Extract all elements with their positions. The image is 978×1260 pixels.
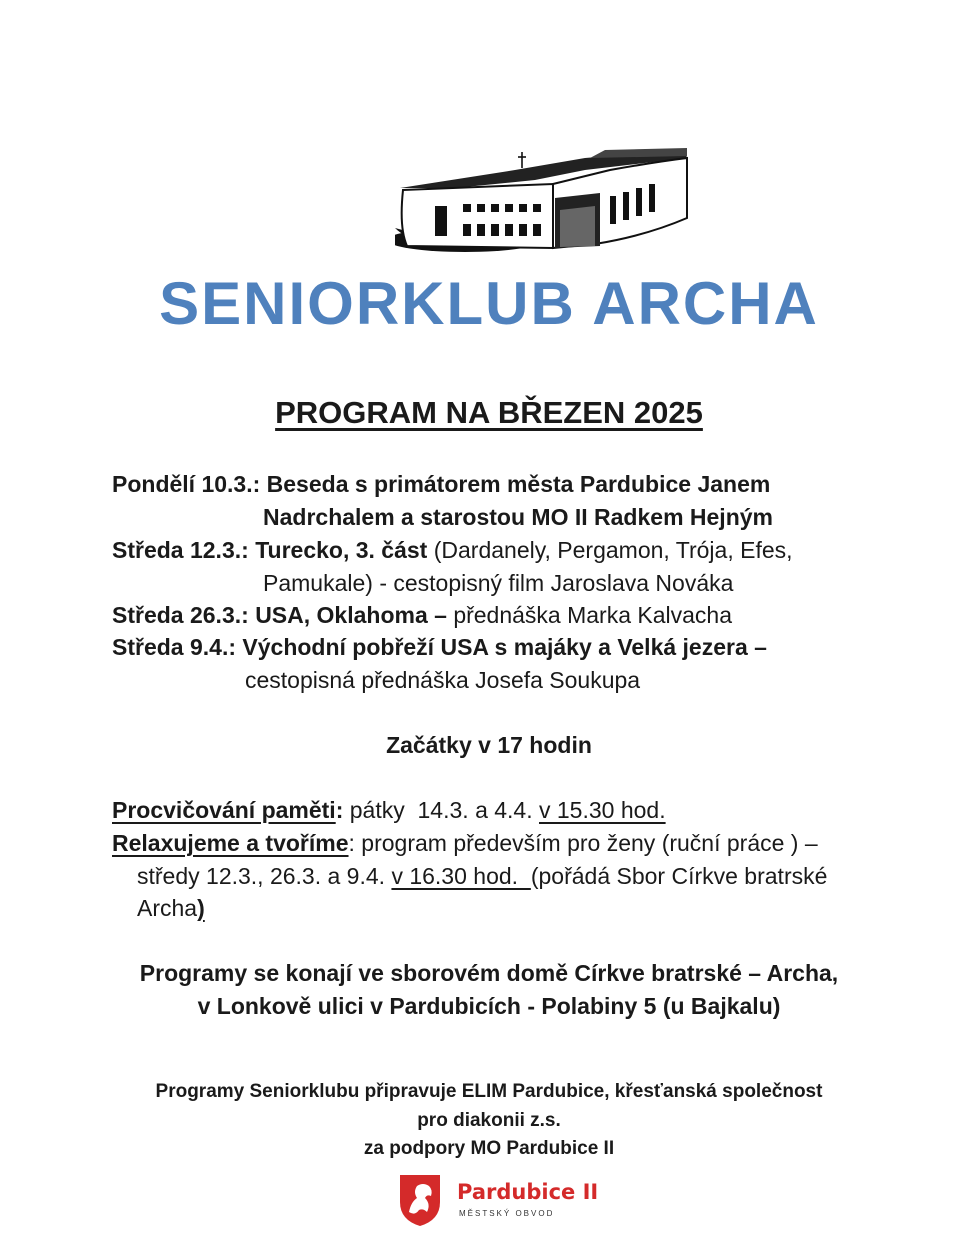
event-2-line-1 [112, 534, 793, 567]
venue-line-2: v Lonkově ulici v Pardubicích - Polabiny 5 (u Bajkalu) [197, 993, 781, 1019]
event-4-day: Středa 9.4.: [112, 634, 236, 660]
relax-line-2 [137, 860, 827, 893]
event-4-title: Východní pobřeží USA s majáky a Velká jezera – [242, 634, 767, 660]
pardubice-ii-logo [397, 1170, 597, 1230]
event-2-detail: (Dardanely, Pergamon, Trója, Efes, [433, 537, 793, 563]
memory-time: v 15.30 hod. [539, 797, 666, 823]
church-building-illustration [395, 148, 695, 253]
program-title-text: PROGRAM NA BŘEZEN 2025 [275, 395, 703, 430]
event-3-line-1 [112, 599, 732, 632]
logo-name: Pardubice II [457, 1180, 599, 1204]
event-3-detail: přednáška Marka Kalvacha [453, 602, 733, 628]
event-4-line-1 [112, 631, 767, 664]
logo-subtitle: MĚSTSKÝ OBVOD [459, 1209, 555, 1218]
footer-line-2: pro diakonii z.s. [417, 1110, 561, 1131]
club-title: SENIORKLUB ARCHA [159, 270, 819, 337]
event-1-line-2: Nadrchalem a starostou MO II Radkem Hejným [263, 504, 773, 530]
footer-line-3: za podpory MO Pardubice II [363, 1138, 615, 1159]
relax-text: : program především pro ženy (ruční práce ) – [348, 830, 818, 856]
relax-organizer: (pořádá Sbor Církve bratrské [530, 863, 828, 889]
memory-days: pátky 14.3. a 4.4. [343, 797, 539, 823]
venue-line-1: Programy se konají ve sborovém domě Církve bratrské – Archa, [139, 960, 839, 986]
memory-line [112, 794, 666, 827]
event-4-line-2: cestopisná přednáška Josefa Soukupa [245, 667, 641, 693]
event-3-day: Středa 26.3.: [112, 602, 249, 628]
event-1-line-1 [112, 468, 770, 501]
event-2-title: Turecko, 3. část [255, 537, 428, 563]
event-1-title: Beseda s primátorem města Pardubice Janem [266, 471, 771, 497]
event-2-line-2: Pamukale) - cestopisný film Jaroslava Nováka [263, 570, 734, 596]
relax-time: v 16.30 hod. [391, 863, 531, 889]
relax-line-3 [137, 892, 205, 925]
relax-line-1 [112, 827, 818, 860]
relax-paren: ) [197, 895, 205, 921]
program-title [0, 392, 978, 434]
relax-days: středy 12.3., 26.3. a 9.4. [137, 863, 392, 889]
memory-colon: : [335, 797, 344, 823]
event-2-day: Středa 12.3.: [112, 537, 249, 563]
relax-label: Relaxujeme a tvoříme [112, 830, 349, 856]
relax-archa: Archa [137, 895, 198, 921]
event-1-day: Pondělí 10.3.: [112, 471, 261, 497]
horse-shield-icon [397, 1172, 443, 1228]
footer-line-1: Programy Seniorklubu připravuje ELIM Pardubice, křesťanská společnost [155, 1081, 823, 1102]
memory-label: Procvičování paměti [112, 797, 336, 823]
start-time: Začátky v 17 hodin [386, 732, 592, 758]
event-3-title: USA, Oklahoma – [255, 602, 447, 628]
